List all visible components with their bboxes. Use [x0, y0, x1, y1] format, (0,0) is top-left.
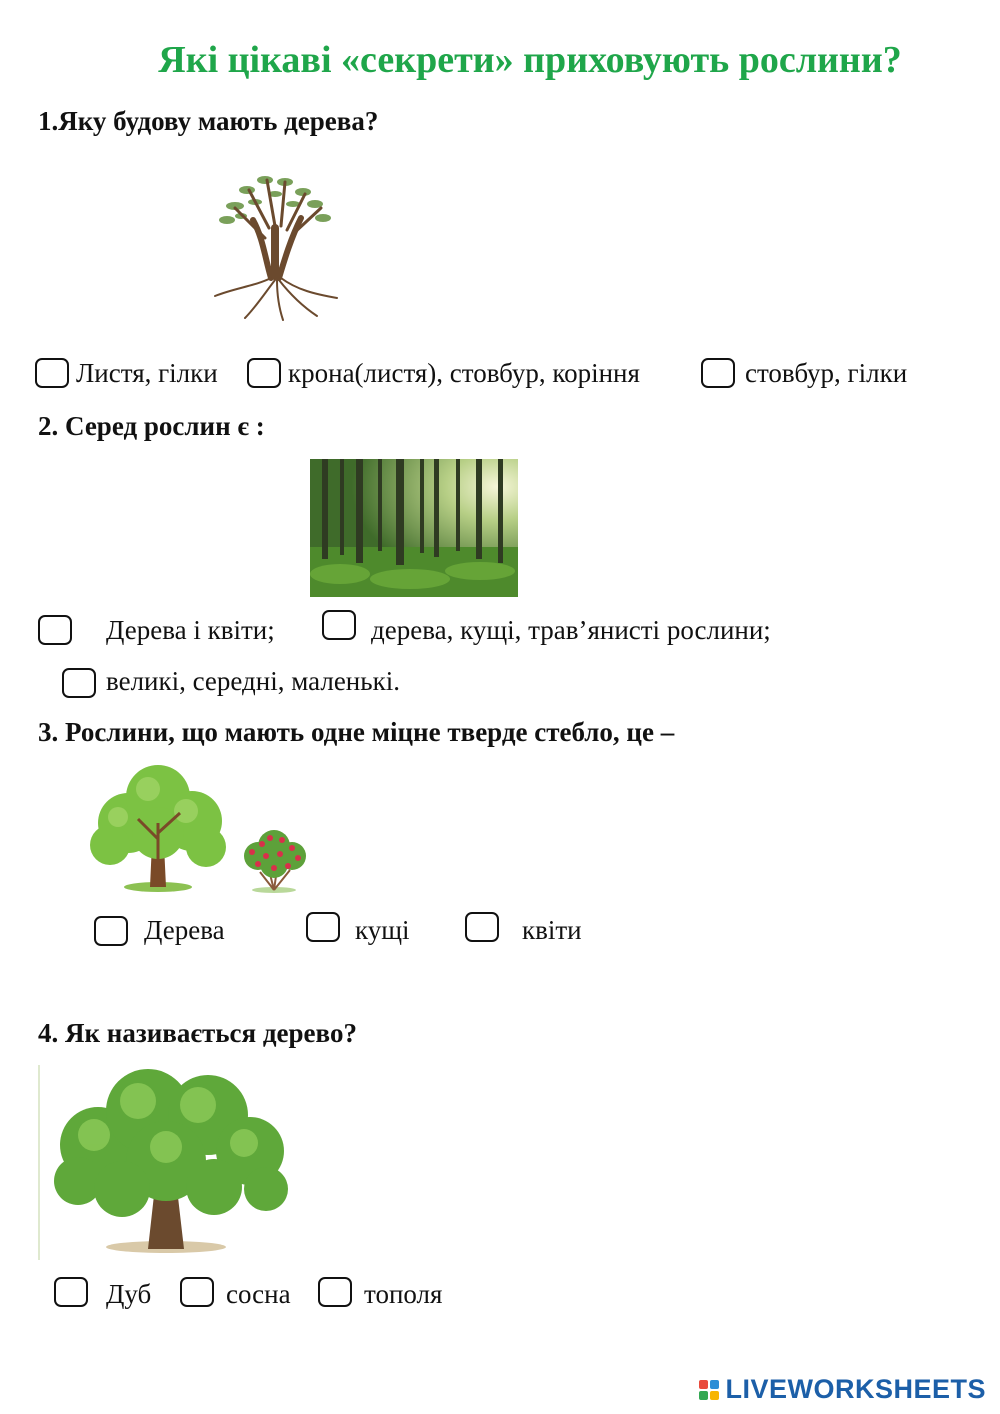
- logo-grid-icon: [699, 1380, 719, 1400]
- question-3: 3. Рослини, що мають одне міцне тверде стебло, це –: [38, 717, 675, 747]
- q3-option-1-checkbox[interactable]: [94, 916, 128, 946]
- q3-option-2-checkbox[interactable]: [306, 912, 340, 942]
- q1-option-1-checkbox[interactable]: [35, 358, 69, 388]
- q4-option-3-label: тополя: [364, 1279, 443, 1309]
- bush-illustration: [238, 826, 310, 894]
- q1-option-3-checkbox[interactable]: [701, 358, 735, 388]
- q2-option-1-checkbox[interactable]: [38, 615, 72, 645]
- q1-option-2-checkbox[interactable]: [247, 358, 281, 388]
- q2-option-3-checkbox[interactable]: [62, 668, 96, 698]
- question-2: 2. Серед рослин є :: [38, 411, 265, 441]
- q4-option-1-label: Дуб: [106, 1279, 152, 1309]
- q2-option-2-label: дерева, кущі, трав’янисті рослини;: [371, 615, 771, 645]
- question-1: 1.Яку будову мають дерева?: [38, 106, 379, 136]
- oak-tree-illustration: [38, 1065, 294, 1260]
- q4-option-3-checkbox[interactable]: [318, 1277, 352, 1307]
- question-4: 4. Як називається дерево?: [38, 1018, 357, 1048]
- q3-option-3-checkbox[interactable]: [465, 912, 499, 942]
- brand-text: LIVEWORKSHEETS: [725, 1374, 986, 1404]
- tree-roots-illustration: [205, 168, 345, 323]
- q2-option-1-label: Дерева і квіти;: [106, 615, 275, 645]
- q2-option-2-checkbox[interactable]: [322, 610, 356, 640]
- page-title: Які цікаві «секрети» приховують рослини?: [158, 39, 902, 81]
- forest-photo: [310, 459, 518, 597]
- q3-option-3-label: квіти: [522, 915, 582, 945]
- q4-option-2-label: сосна: [226, 1279, 291, 1309]
- tree-illustration: [88, 763, 228, 893]
- q4-option-2-checkbox[interactable]: [180, 1277, 214, 1307]
- q1-option-1-label: Листя, гілки: [76, 358, 218, 388]
- q1-option-2-label: крона(листя), стовбур, коріння: [288, 358, 640, 388]
- q1-option-3-label: стовбур, гілки: [745, 358, 908, 388]
- q3-option-2-label: кущі: [355, 915, 410, 945]
- q3-option-1-label: Дерева: [144, 915, 225, 945]
- liveworksheets-logo: [699, 1374, 986, 1405]
- q2-option-3-label: великі, середні, маленькі.: [106, 666, 400, 696]
- q4-option-1-checkbox[interactable]: [54, 1277, 88, 1307]
